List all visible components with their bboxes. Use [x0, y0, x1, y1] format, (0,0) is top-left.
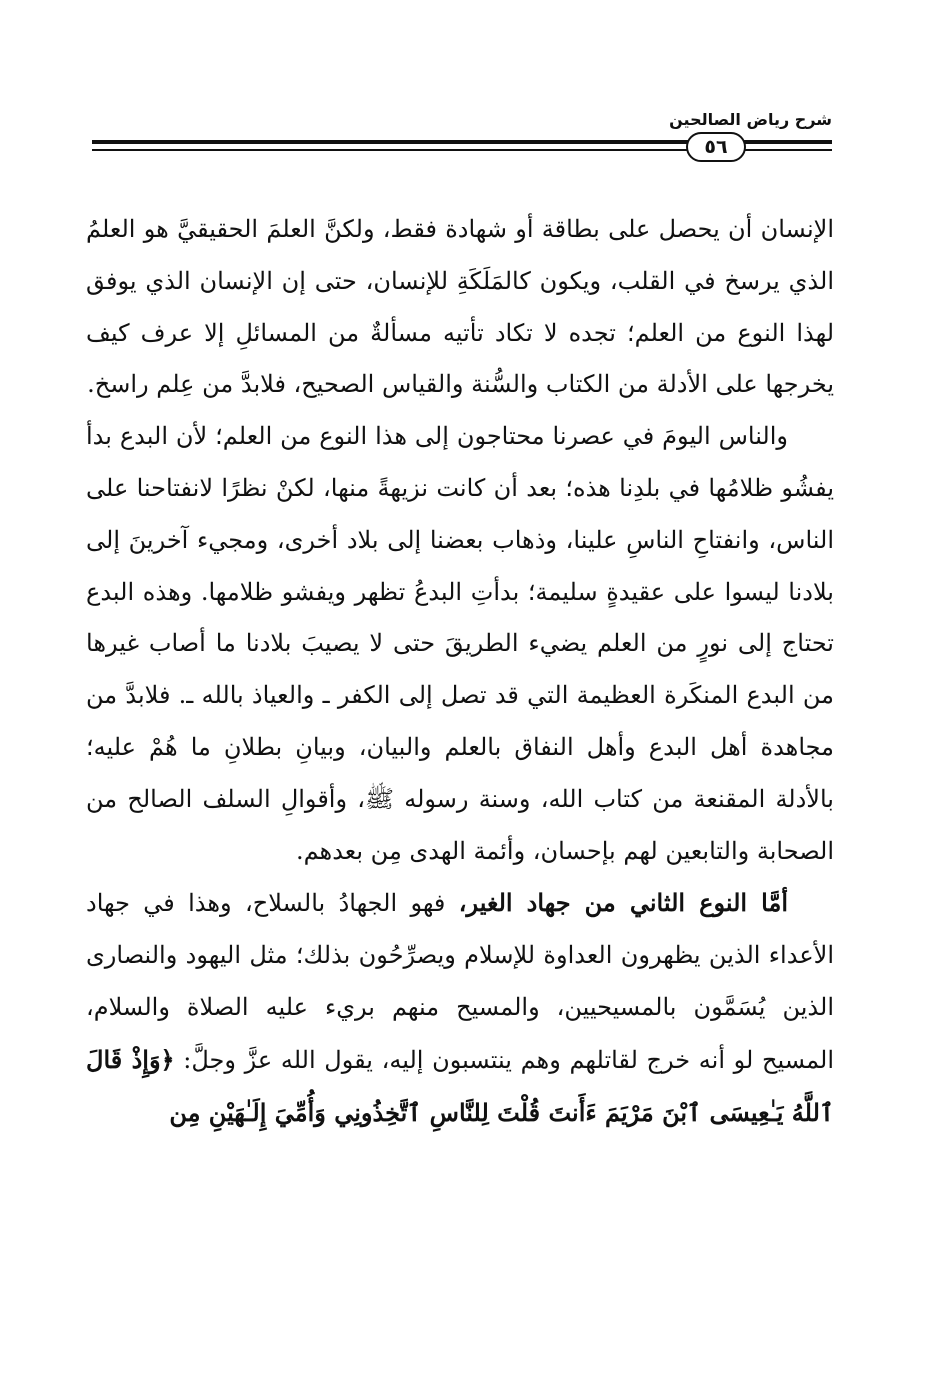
paragraph-1: الإنسان أن يحصل على بطاقة أو شهادة فقط، ولكنَّ العلمَ الحقيقيَّ هو العلمُ الذي يرسخ في القلب، ويكون كالمَلَكَةِ للإنسان، حتى إن الإنسان الذي يوفق لهذا النوع من العلم؛ تجده لا تكاد تأتيه مسألةٌ من المسائلِ إلا عرف كيف يخرجها على الأدلة من الكتاب والسُّنة والقياس الصحيح، فلابدَّ من عِلم راسخ. [86, 215, 835, 399]
quran-verse: ﴿وَإِذْ قَالَ ٱللَّهُ يَـٰعِيسَى ٱبْنَ مَرْيَمَ ءَأَنتَ قُلْتَ لِلنَّاسِ ٱتَّخِذُونِي وَأُمِّيَ إِلَـٰهَيْنِ مِن [86, 1044, 834, 1127]
paragraph-2: والناس اليومَ في عصرنا محتاجون إلى هذا النوع من العلم؛ لأن البدع بدأ يفشُو ظلامُها في بلدِنا هذه؛ بعد أن كانت نزيهةً منها، لكنْ نظرًا لانفتاحنا على الناس، وانفتاحِ الناسِ علينا، وذهاب بعضنا إلى بلاد أخرى، ومجيء آخرينَ إلى بلادنا ليسوا على عقيدةٍ سليمة؛ بدأتِ البدعُ تظهر ويفشو ظلامها. وهذه البدع تحتاج إلى نورٍ من العلم يضيء الطريقَ حتى لا يصيبَ بلادنا ما أصاب غيرها من البدع المنكَرة العظيمة التي قد تصل إلى الكفر ـ والعياذ بالله ـ. فلابدَّ من مجاهدة أهل البدع وأهل النفاق بالعلم والبيان، وبيانِ بطلانِ ما هُمْ عليه؛ بالأدلة المقنعة من كتاب الله، وسنة رسوله ﷺ، وأقوالِ السلف الصالح من الصحابة والتابعين لهم بإحسان، وأئمة الهدى مِن بعدهم. [86, 422, 834, 865]
page-number: ٥٦ [686, 132, 746, 162]
paragraph-3 [86, 877, 834, 1139]
page-body [86, 204, 834, 1139]
page-header [92, 108, 832, 168]
paragraph-3-lead: أمَّا النوع الثاني من جهاد الغير، [458, 888, 789, 918]
running-title: شرح رياض الصالحين [669, 110, 832, 129]
paragraph-3-text: فهو الجهادُ بالسلاح، وهذا في جهاد الأعداء الذين يظهرون العداوة للإسلام ويصرِّحُون بذلك؛ مثل اليهود والنصارى الذين يُسَمَّون بالمسيحيين، والمسيح منهم بريء عليه الصلاة والسلام، المسيح لو أنه خرج لقاتلهم وهم ينتسبون إليه، يقول الله عزَّ وجلَّ: [86, 889, 835, 1074]
